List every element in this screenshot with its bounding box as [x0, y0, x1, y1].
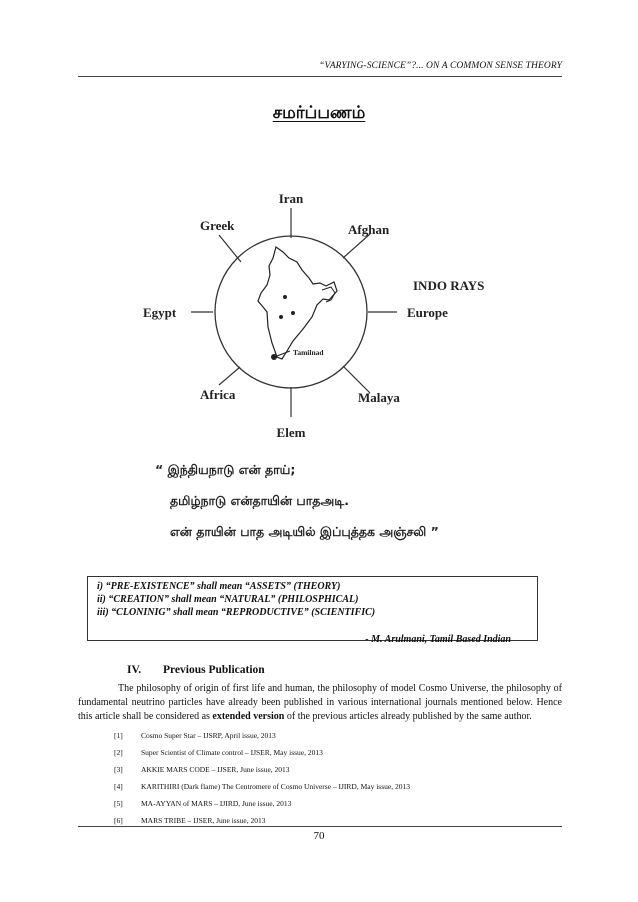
tamilnad-label: Tamilnad	[293, 348, 324, 357]
label-indo-rays: INDO RAYS	[413, 278, 485, 293]
label-egypt: Egypt	[143, 305, 177, 320]
ray-ne	[343, 234, 370, 258]
quote-line-2: ii) “CREATION” shall mean “NATURAL” (PHILOSPHICAL)	[97, 594, 359, 605]
map-dot-4	[271, 354, 277, 360]
poem-line-1: “ இந்தியநாடு என் தாய்;	[155, 462, 296, 477]
label-europe: Europe	[407, 305, 448, 320]
body-paragraph: The philosophy of origin of first life and human, the philosophy of model Cosmo Universe, the philosophy of fundamental neutrino particles have already been published in various international journals mentioned below. Hence this article shall be considered as extended version of the previous articles already published by the same author.	[78, 683, 562, 722]
india-map	[258, 247, 337, 359]
quote-line-3: iii) “CLONINIG” shall mean “REPRODUCTIVE” (SCIENTIFIC)	[97, 607, 376, 618]
dedication-title: சமர்ப்பணம்	[272, 103, 366, 123]
label-africa: Africa	[200, 387, 236, 402]
ray-se	[343, 366, 370, 393]
ray-sw	[219, 367, 240, 385]
poem-line-2: தமிழ்நாடு என்தாயின் பாதஅடி.	[170, 493, 349, 508]
map-dot-1	[283, 295, 287, 299]
label-greek: Greek	[200, 218, 235, 233]
page-number: 70	[313, 830, 325, 842]
quote-box	[87, 576, 538, 645]
label-iran: Iran	[278, 191, 304, 206]
footer-rule	[78, 826, 562, 827]
map-dot-3	[291, 311, 295, 315]
map-dot-2	[279, 315, 283, 319]
label-afghan: Afghan	[348, 222, 390, 237]
label-malaya: Malaya	[358, 390, 400, 405]
section-number: IV.	[127, 664, 142, 676]
quote-line-1: i) “PRE-EXISTENCE” shall mean “ASSETS” (THEORY)	[97, 581, 341, 592]
running-header: “VARYING-SCIENCE”?... ON A COMMON SENSE THEORY	[319, 61, 562, 71]
section-title: Previous Publication	[163, 664, 265, 676]
label-elem: Elem	[276, 425, 306, 440]
section-heading	[127, 664, 265, 676]
poem-line-3: என் தாயின் பாத அடியில் இப்புத்தக அஞ்சலி ”	[170, 524, 439, 539]
quote-author: - M. Arulmani, Tamil Based Indian	[365, 634, 511, 645]
emphasis-extended-version: extended version	[212, 711, 285, 722]
